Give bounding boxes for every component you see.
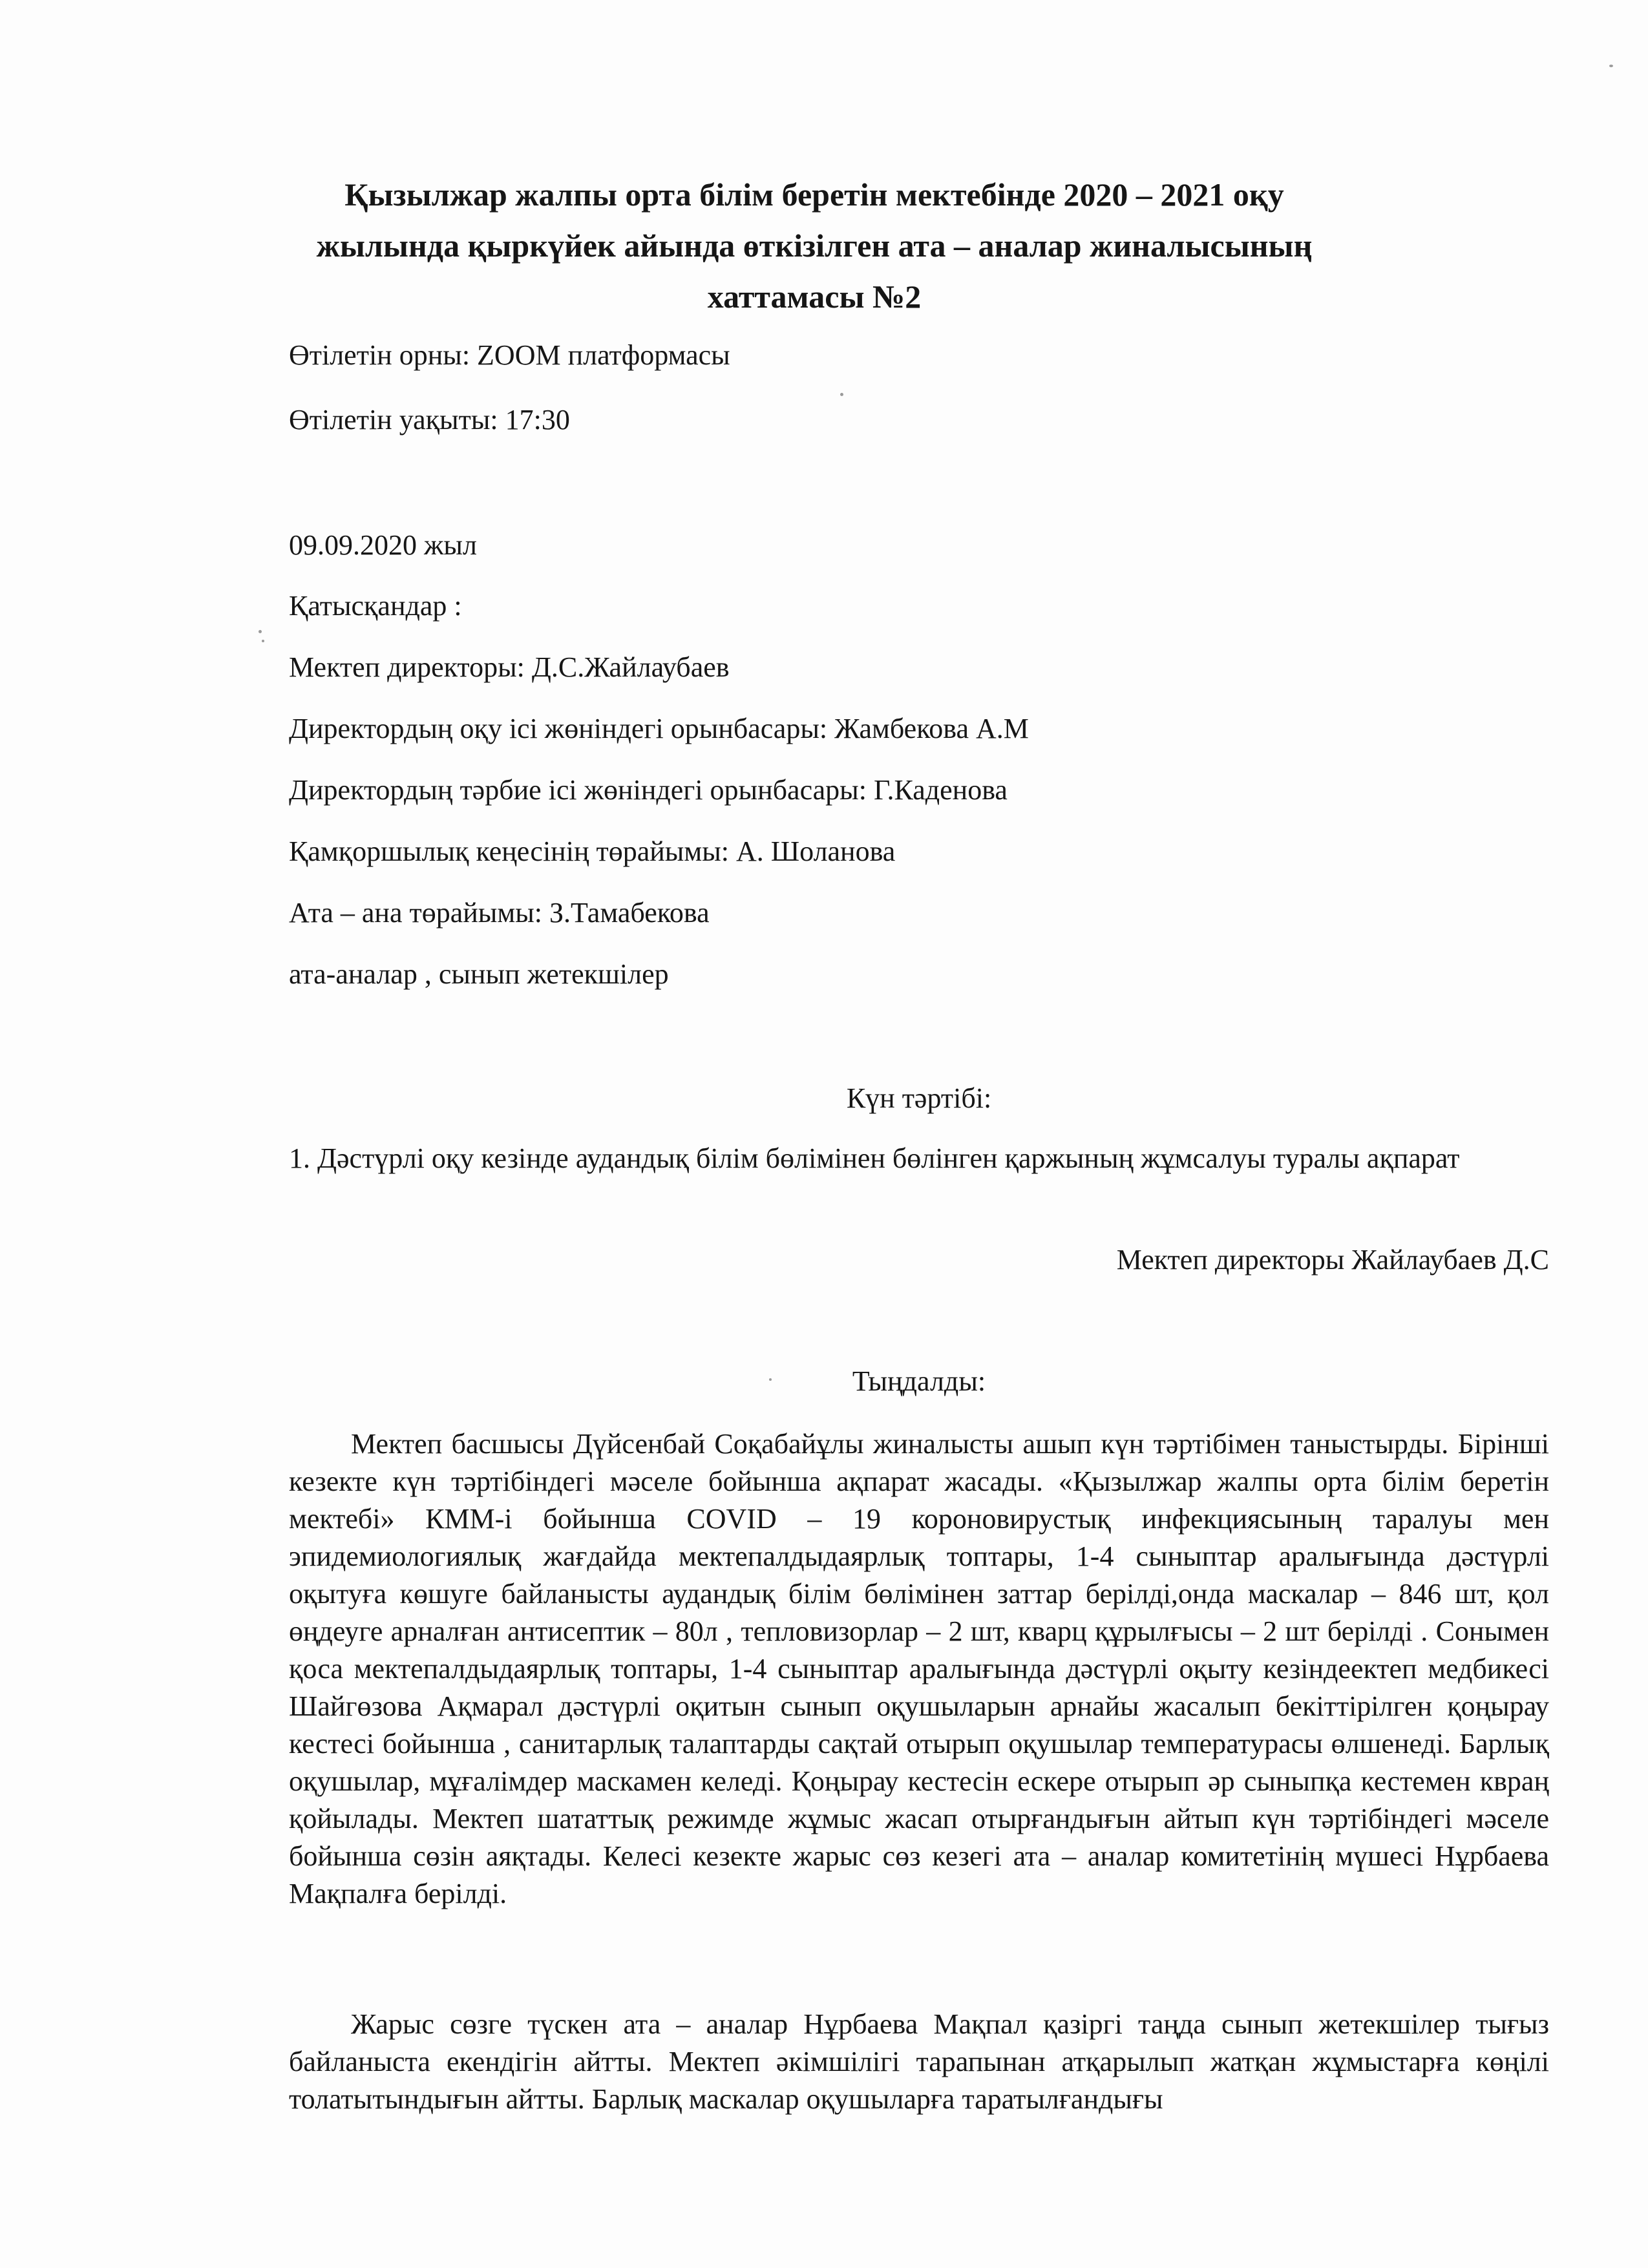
scan-speck [840, 393, 843, 396]
agenda-speaker: Мектеп директоры Жайлаубаев Д.С [1116, 1244, 1549, 1276]
venue-line: Өтілетін орны: ZOOM платформасы [289, 339, 730, 371]
participant-board-chair: Қамқоршылық кеңесінің төрайымы: А. Шоланова [289, 835, 896, 867]
scan-speck [262, 640, 264, 642]
participant-deputy-upbringing: Директордың тәрбие ісі жөніндегі орынбасары: Г.Каденова [289, 774, 1008, 806]
scan-speck [259, 630, 262, 633]
participant-others: ата-аналар , сынып жетекшілер [289, 958, 669, 990]
body-paragraph-1: Мектеп басшысы Дүйсенбай Соқабайұлы жиналысты ашып күн тәртібімен таныстырды. Бірінші кезекте күн тәртібіндегі мәселе бойынша ақпарат жасады. «Қызылжар жалпы орта білім беретін мектебі» КММ-і бойынша COVID – 19 короновирустық инфекциясының таралуы мен эпидемиологиялық жағдайда мектепалдыдаярлық топтары, 1-4 сыныптар аралығында дәстүрлі оқытуға көшуге байланысты аудандық білім бөлімінен заттар берілді,онда маскалар – 846 шт, қол өңдеуге арналған антисептик – 80л , тепловизорлар – 2 шт, кварц құрылғысы – 2 шт берілді . Сонымен қоса мектепалдыдаярлық топтары, 1-4 сыныптар аралығында дәстүрлі оқыту кезіндеектеп медбикесі Шайгөзова Ақмарал дәстүрлі оқитын сынып оқушыларын арнайы жасалып бекіттірілген қоңырау кестесі бойынша , санитарлық талаптарды сақтай отырып оқушылар температурасы өлшенеді. Барлық оқушылар, мұғалімдер маскамен келеді. Қоңырау кестесін ескере отырып әр сыныпқа кестемен квраң қойылады. Мектеп шататтық режимде жұмыс жасап отырғандығын айтып күн тәртібіндегі мәселе бойынша сөзін аяқтады. Келесі кезекте жарыс сөз кезегі ата – аналар комитетінің мүшесі Нұрбаева Мақпалға берілді. [289, 1428, 1549, 1909]
participant-director: Мектеп директоры: Д.С.Жайлаубаев [289, 651, 730, 683]
participant-parent-chair: Ата – ана төрайымы: З.Тамабекова [289, 897, 710, 929]
scan-speck [1609, 65, 1613, 67]
heard-heading: Тыңдалды: [852, 1365, 986, 1397]
participants-heading: Қатысқандар : [289, 590, 462, 622]
agenda-heading: Күн тәртібі: [846, 1082, 992, 1114]
participant-deputy-academic: Директордың оқу ісі жөніндегі орынбасары: Жамбекова А.М [289, 713, 1029, 744]
scan-speck [769, 1378, 772, 1381]
body-paragraph-2: Жарыс сөзге түскен ата – аналар Нұрбаева Мақпал қазіргі таңда сынып жетекшілер тығыз байланыста екендігін айтты. Мектеп әкімшілігі тарапынан атқарылып жатқан жұмыстарға көңілі толатытындығын айтты. Барлық маскалар оқушыларға таратылғандығы [289, 2008, 1549, 2115]
time-line: Өтілетін уақыты: 17:30 [289, 404, 570, 436]
date-line: 09.09.2020 жыл [289, 529, 477, 561]
agenda-item: 1. Дәстүрлі оқу кезінде аудандық білім бөлімінен бөлінген қаржының жұмсалуы туралы ақпарат [289, 1142, 1460, 1174]
document-title: Қызылжар жалпы орта білім беретін мектебінде 2020 – 2021 оқу жылында қыркүйек айында өткізілген ата – аналар жиналысының хаттамасы №2 [316, 176, 1313, 315]
